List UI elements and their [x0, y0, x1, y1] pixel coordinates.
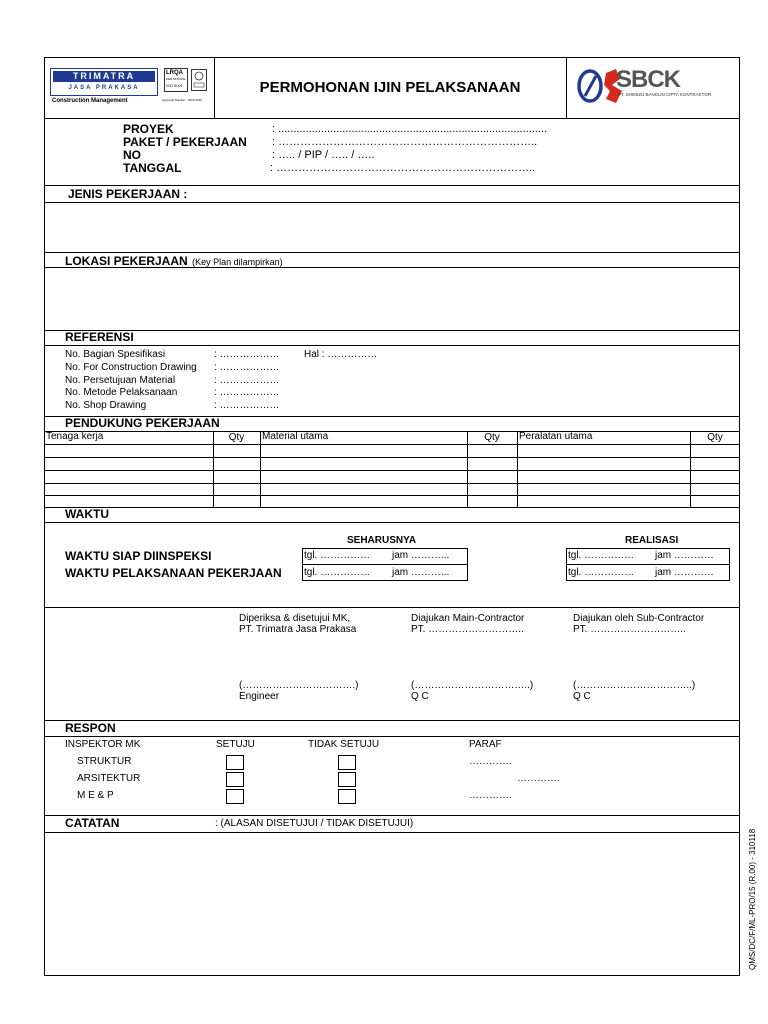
seharusnya-pelaksanaan-tgl[interactable]: tgl. …………… — [304, 567, 371, 578]
divider-line — [44, 457, 740, 458]
realisasi-siap-tgl[interactable]: tgl. …………… — [568, 550, 635, 561]
col-qty-3: Qty — [707, 432, 723, 443]
proyek-label: PROYEK — [123, 122, 174, 136]
ref-spesifikasi-label: No. Bagian Spesifikasi — [65, 349, 166, 360]
lrqa-cert-mark — [164, 68, 210, 96]
lrqa-cert-text: CERTIFICATE — [166, 77, 186, 81]
sub-signature-field[interactable]: (……………………………..) — [573, 680, 696, 691]
mep-setuju-checkbox[interactable] — [226, 789, 244, 804]
ref-spesifikasi-field[interactable]: : ……………… — [214, 349, 280, 360]
sbck-logo-sub: PT. SHIMIZU BANGUN CIPTA KONTRAKTOR — [618, 92, 712, 97]
trimatra-logo-sub: JASA PRAKASA — [68, 85, 140, 91]
realisasi-pelaksanaan-jam[interactable]: jam ………… — [655, 567, 714, 578]
respon-struktur-label: STRUKTUR — [77, 756, 132, 767]
lrqa-iso: ISO 9001 — [166, 83, 183, 88]
sbck-logo — [576, 65, 736, 109]
main-role: Q C — [411, 691, 429, 702]
divider-line — [517, 431, 518, 507]
mk-role: Engineer — [239, 691, 280, 702]
approval-number: Approval Number : 0000 2397 — [162, 98, 203, 102]
arsitektur-paraf-field[interactable]: …………. — [517, 773, 560, 784]
lrqa-label: LRQA — [166, 70, 183, 76]
paraf-label: PARAF — [469, 739, 502, 750]
sbck-logo-name: SBCK — [616, 66, 681, 93]
mep-paraf-field[interactable]: …………. — [469, 790, 512, 801]
divider-line — [44, 444, 740, 445]
divider-line — [44, 345, 740, 346]
jenis-pekerjaan-heading: JENIS PEKERJAAN : — [68, 187, 188, 201]
trimatra-logo — [50, 68, 160, 108]
seharusnya-pelaksanaan-jam[interactable]: jam ………... — [392, 567, 450, 578]
pendukung-heading: PENDUKUNG PEKERJAAN — [65, 416, 220, 430]
divider-line — [44, 483, 740, 484]
pendukung-table — [44, 431, 740, 508]
divider-line — [44, 736, 740, 737]
divider-line — [44, 470, 740, 471]
jenis-pekerjaan-area[interactable] — [46, 203, 738, 252]
document-code: QMS/DC/F/ML-PRO/15 (R.00) - 310118 — [748, 828, 757, 970]
no-field[interactable]: : ….. / PIP / ….. / ….. — [272, 149, 375, 161]
respon-arsitektur-label: ARSITEKTUR — [77, 773, 141, 784]
divider-line — [566, 564, 730, 565]
arsitektur-tidak-setuju-checkbox[interactable] — [338, 772, 356, 787]
sub-role: Q C — [573, 691, 591, 702]
setuju-label: SETUJU — [216, 739, 255, 750]
lokasi-note: (Key Plan dilampirkan) — [192, 257, 283, 267]
seharusnya-label: SEHARUSNYA — [347, 535, 417, 546]
lokasi-title: LOKASI PEKERJAAN — [65, 254, 188, 268]
ref-metode-field[interactable]: : ……………… — [214, 387, 280, 398]
inspektor-label: INSPEKTOR MK — [65, 739, 141, 750]
realisasi-siap-jam[interactable]: jam ………… — [655, 550, 714, 561]
respon-mep-label: M E & P — [77, 790, 114, 801]
header-bottom-line — [44, 118, 740, 119]
catatan-area[interactable] — [46, 833, 738, 973]
struktur-setuju-checkbox[interactable] — [226, 755, 244, 770]
header-divider-right — [566, 57, 567, 118]
divider-line — [302, 564, 468, 565]
col-material-utama: Material utama — [262, 431, 329, 442]
divider-line — [44, 330, 740, 331]
struktur-paraf-field[interactable]: …………. — [469, 756, 512, 767]
realisasi-pelaksanaan-tgl[interactable]: tgl. …………… — [568, 567, 635, 578]
ref-drawing-field[interactable]: : ……………… — [214, 362, 280, 373]
ref-shop-field[interactable]: : ……………… — [214, 400, 280, 411]
tanggal-field[interactable]: : …………………………………………………………….. — [270, 162, 536, 174]
mep-tidak-setuju-checkbox[interactable] — [338, 789, 356, 804]
divider-line — [44, 431, 740, 432]
col-tenaga-kerja: Tenaga kerja — [46, 431, 104, 442]
paket-field[interactable]: : …………………………………………………………….. — [272, 136, 538, 148]
main-contractor-line2[interactable]: PT. ……………………….. — [411, 624, 524, 635]
divider-line — [44, 507, 740, 508]
ref-material-field[interactable]: : ……………… — [214, 375, 280, 386]
waktu-pelaksanaan-label: WAKTU PELAKSANAAN PEKERJAAN — [65, 566, 282, 580]
ref-material-label: No. Persetujuan Material — [65, 375, 176, 386]
divider-line — [44, 720, 740, 721]
form-title: PERMOHONAN IJIN PELAKSANAAN — [259, 79, 521, 96]
proyek-field[interactable]: : ........................................................................................ — [272, 123, 548, 135]
mk-approval-line1: Diperiksa & disetujui MK, — [239, 613, 351, 624]
arsitektur-setuju-checkbox[interactable] — [226, 772, 244, 787]
referensi-heading: REFERENSI — [65, 330, 134, 344]
divider-line — [44, 185, 740, 186]
seharusnya-siap-tgl[interactable]: tgl. …………… — [304, 550, 371, 561]
ref-hal-field[interactable]: Hal : …………… — [304, 349, 378, 360]
divider-line — [260, 431, 261, 507]
catatan-note: : (ALASAN DISETUJUI / TIDAK DISETUJUI) — [215, 818, 414, 829]
divider-line — [44, 607, 740, 608]
no-label: NO — [123, 148, 141, 162]
seharusnya-siap-jam[interactable]: jam ………... — [392, 550, 450, 561]
sub-contractor-line2[interactable]: PT. ……………………….. — [573, 624, 686, 635]
divider-line — [44, 495, 740, 496]
lokasi-area[interactable] — [46, 268, 738, 329]
respon-heading: RESPON — [65, 721, 116, 735]
catatan-heading: CATATAN — [65, 816, 120, 830]
waktu-heading: WAKTU — [65, 507, 109, 521]
mk-approval-line2: PT. Trimatra Jasa Prakasa — [239, 624, 357, 635]
sub-contractor-line1: Diajukan oleh Sub-Contractor — [573, 613, 705, 624]
main-signature-field[interactable]: (……………………………..) — [411, 680, 534, 691]
tidak-setuju-label: TIDAK SETUJU — [308, 739, 380, 750]
struktur-tidak-setuju-checkbox[interactable] — [338, 755, 356, 770]
waktu-siap-label: WAKTU SIAP DIINSPEKSI — [65, 549, 212, 563]
col-qty-2: Qty — [484, 432, 500, 443]
tanggal-label: TANGGAL — [123, 161, 182, 175]
divider-line — [44, 815, 740, 816]
ref-shop-label: No. Shop Drawing — [65, 400, 147, 411]
realisasi-label: REALISASI — [625, 535, 679, 546]
col-qty-1: Qty — [228, 432, 245, 443]
col-peralatan-utama: Peralatan utama — [519, 431, 593, 442]
trimatra-logo-tagline: Construction Management — [52, 98, 128, 104]
mk-signature-field[interactable]: (…………………………….) — [239, 680, 359, 691]
ukas-crown-icon — [191, 69, 207, 91]
trimatra-logo-name: TRIMATRA — [72, 71, 136, 81]
paket-label: PAKET / PEKERJAAN — [123, 135, 247, 149]
ref-drawing-label: No. For Construction Drawing — [65, 362, 197, 373]
divider-line — [44, 522, 740, 523]
ref-metode-label: No. Metode Pelaksanaan — [65, 387, 178, 398]
main-contractor-line1: Diajukan Main-Contractor — [411, 613, 525, 624]
